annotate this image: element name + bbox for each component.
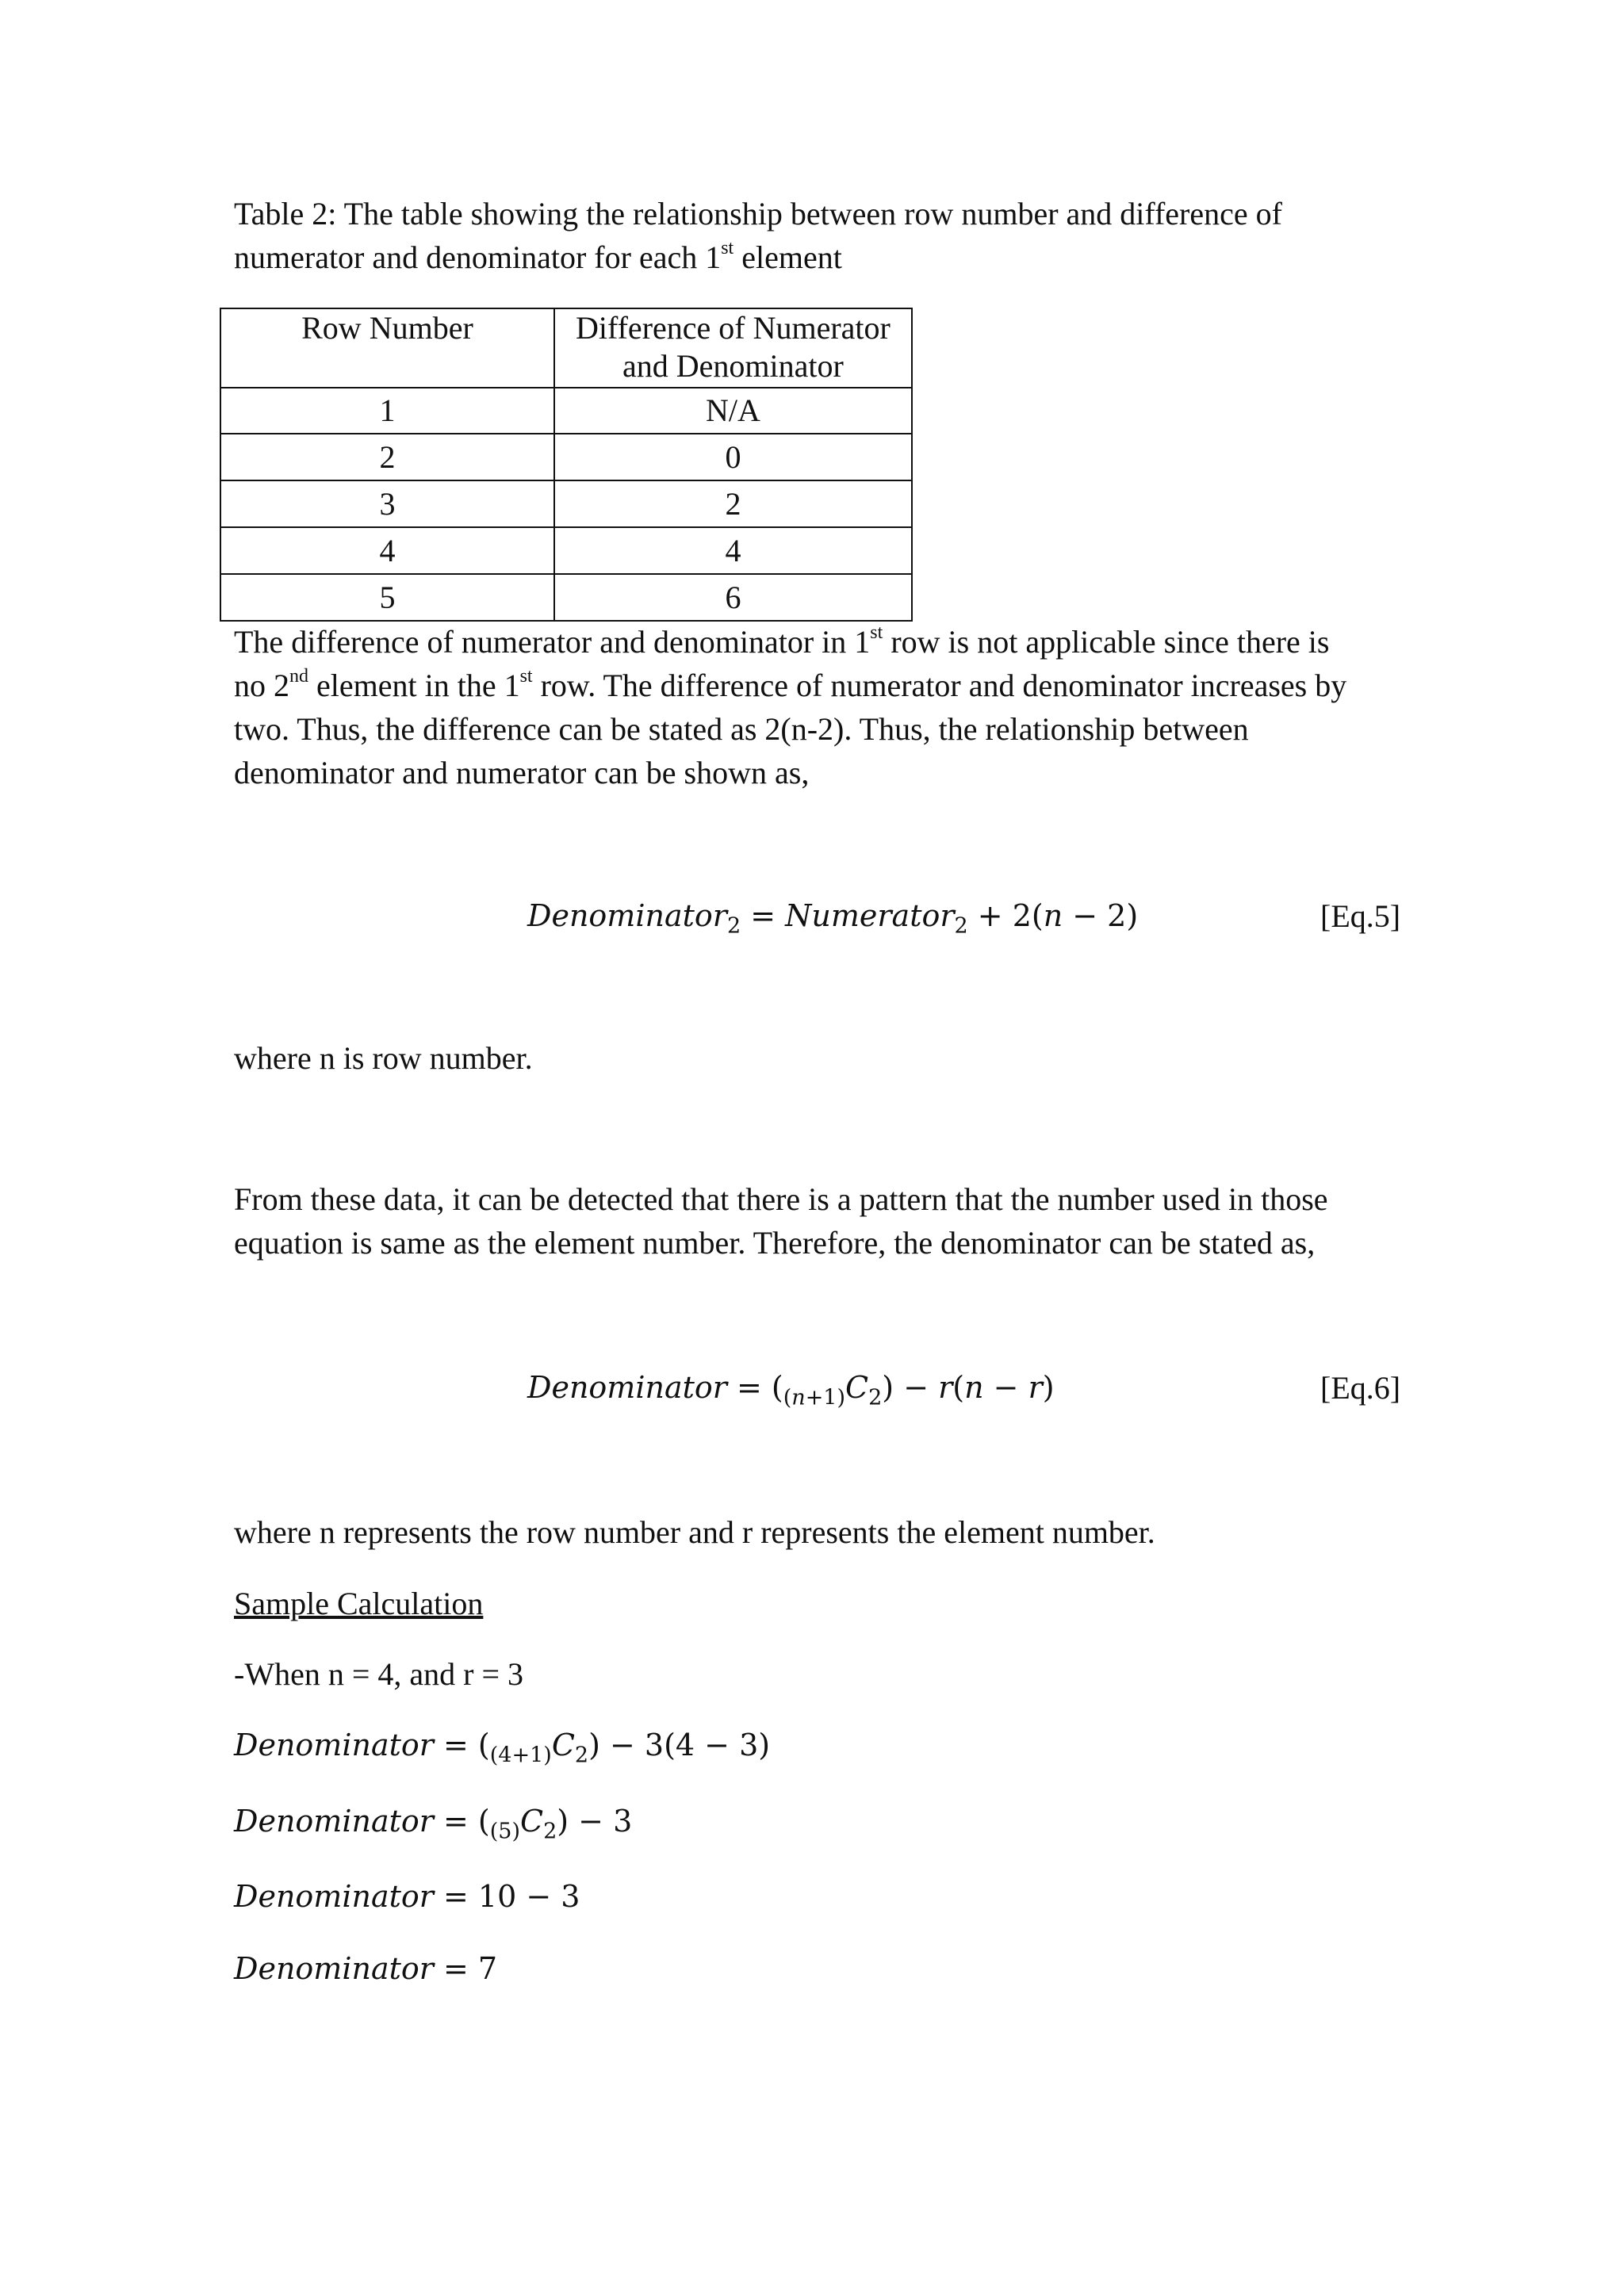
table-row [220, 574, 912, 621]
caption-line-2: numerator and denominator for each 1st element [234, 237, 842, 275]
column-header-difference: Difference of Numerator and Denominator [554, 308, 912, 388]
table-row [220, 480, 912, 527]
paragraph-pattern [234, 1177, 1408, 1265]
calculation-step-2: Denominator = $(_{(5)}C_2) - 3$ [234, 1804, 633, 1844]
sample-condition: -When n = 4, and r = 3 [234, 1656, 524, 1692]
table-cell: 6 [554, 574, 912, 621]
table-cell: 4 [554, 527, 912, 574]
caption-line-1: Table 2: The table showing the relationship between row number and difference of [234, 196, 1282, 232]
text-line: From these data, it can be detected that there is a pattern that the number used in those [234, 1181, 1328, 1217]
table-cell: 4 [220, 527, 554, 574]
paragraph-explanation [234, 620, 1408, 794]
table-cell: N/A [554, 388, 912, 434]
table-cell: 1 [220, 388, 554, 434]
text-line: equation is same as the element number. Therefore, the denominator can be stated as, [234, 1225, 1316, 1261]
table-cell: 2 [220, 434, 554, 480]
column-header-row-number: Row Number [220, 308, 554, 388]
table-row [220, 388, 912, 434]
table-row [220, 527, 912, 574]
table-cell: 3 [220, 480, 554, 527]
text-line: no 2nd element in the 1st row. The difference of numerator and denominator increases by [234, 665, 1347, 703]
equation-5: Denominator$_2$ = Numerator$_2$ + 2(𝑛 − 2) [527, 898, 1139, 939]
where-row-number-text: where n is row number. [234, 1040, 533, 1076]
table-cell: 0 [554, 434, 912, 480]
equation-6-tag: [Eq.6] [1320, 1370, 1401, 1406]
table-cell: 2 [554, 480, 912, 527]
text-line: denominator and numerator can be shown as, [234, 755, 810, 790]
equation-6: Denominator = $(_{(𝑛+1)}C_2)$ − 𝑟(𝑛 − 𝑟) [527, 1370, 1055, 1410]
calculation-step-3: Denominator = 10 − 3 [234, 1879, 580, 1914]
text-line: The difference of numerator and denominator in 1st row is not applicable since there is [234, 622, 1330, 660]
table-caption [234, 192, 1408, 279]
sample-calculation-heading: Sample Calculation [234, 1586, 484, 1621]
table-cell: 5 [220, 574, 554, 621]
table-header-row [220, 308, 912, 388]
table-row [220, 434, 912, 480]
text-line: two. Thus, the difference can be stated as 2(n-2). Thus, the relationship between [234, 711, 1249, 747]
where-definitions-text: where n represents the row number and r represents the element number. [234, 1514, 1155, 1550]
calculation-step-4: Denominator = 7 [234, 1951, 498, 1986]
equation-5-tag: [Eq.5] [1320, 898, 1401, 934]
data-table [220, 308, 913, 622]
calculation-step-1: Denominator = $(_{(4+1)}C_2) - 3(4 - 3)$ [234, 1728, 771, 1768]
